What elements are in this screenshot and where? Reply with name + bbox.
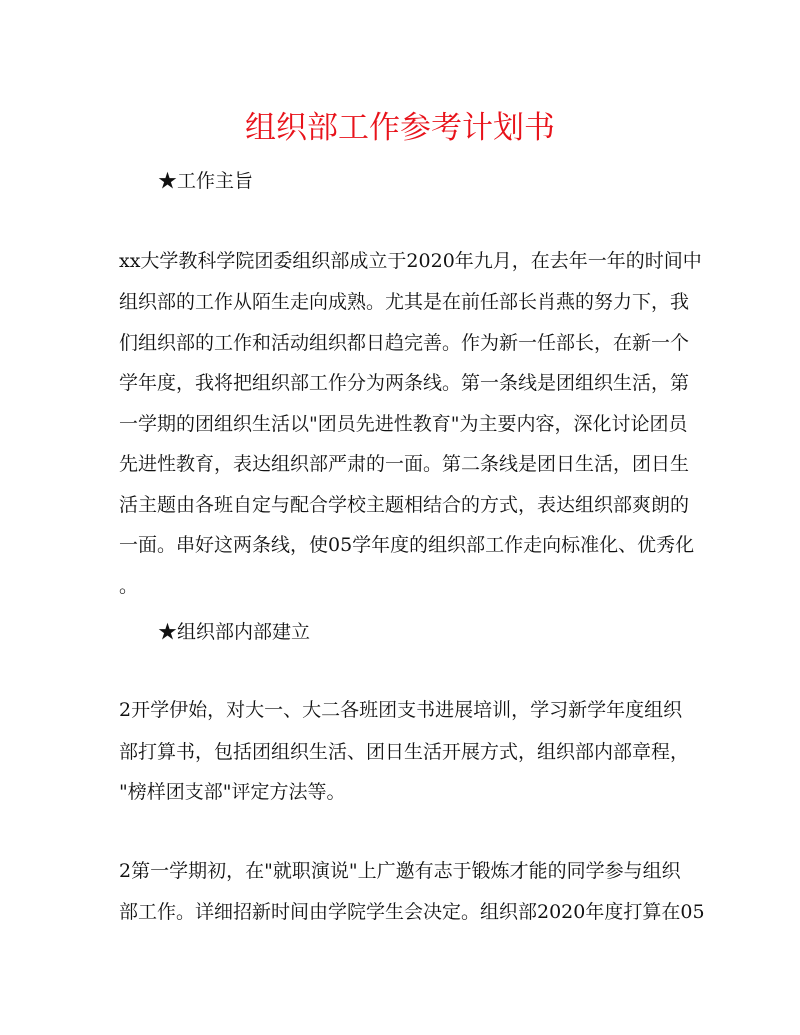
text-line: 部打算书，包括团组织生活、团日生活开展方式，组织部内部章程， xyxy=(119,741,690,763)
text-line: "榜样团支部"评定方法等。 xyxy=(119,781,346,803)
document-title: 组织部工作参考计划书 xyxy=(245,110,555,146)
text-line: 活主题由各班自定与配合学校主题相结合的方式，表达组织部爽朗的 xyxy=(119,494,690,516)
text-line: 们组织部的工作和活动组织都日趋完善。作为新一任部长，在新一个 xyxy=(119,332,690,354)
text-line: 学年度，我将把组织部工作分为两条线。第一条线是团组织生活，第 xyxy=(119,372,690,394)
section-heading-internal-setup: ★组织部内部建立 xyxy=(158,621,311,643)
text-line: 一学期的团组织生活以"团员先进性教育"为主要内容，深化讨论团员 xyxy=(119,413,688,435)
text-line: 先进性教育，表达组织部严肃的一面。第二条线是团日生活，团日生 xyxy=(119,453,690,475)
text-line: 组织部的工作从陌生走向成熟。尤其是在前任部长肖燕的努力下，我 xyxy=(119,291,690,313)
text-line: xx大学教科学院团委组织部成立于2020年九月，在去年一年的时间中 xyxy=(119,250,702,272)
section-heading-purpose: ★工作主旨 xyxy=(158,170,254,192)
text-line: 部工作。详细招新时间由学院学生会决定。组织部2020年度打算在05 xyxy=(119,901,705,923)
text-line: 一面。串好这两条线，使05学年度的组织部工作走向标准化、优秀化 xyxy=(119,534,695,556)
text-line: 。 xyxy=(119,575,139,597)
text-line: 2第一学期初，在"就职演说"上广邀有志于锻炼才能的同学参与组织 xyxy=(119,860,681,882)
text-line: 2开学伊始，对大一、大二各班团支书进展培训，学习新学年度组织 xyxy=(119,699,683,721)
